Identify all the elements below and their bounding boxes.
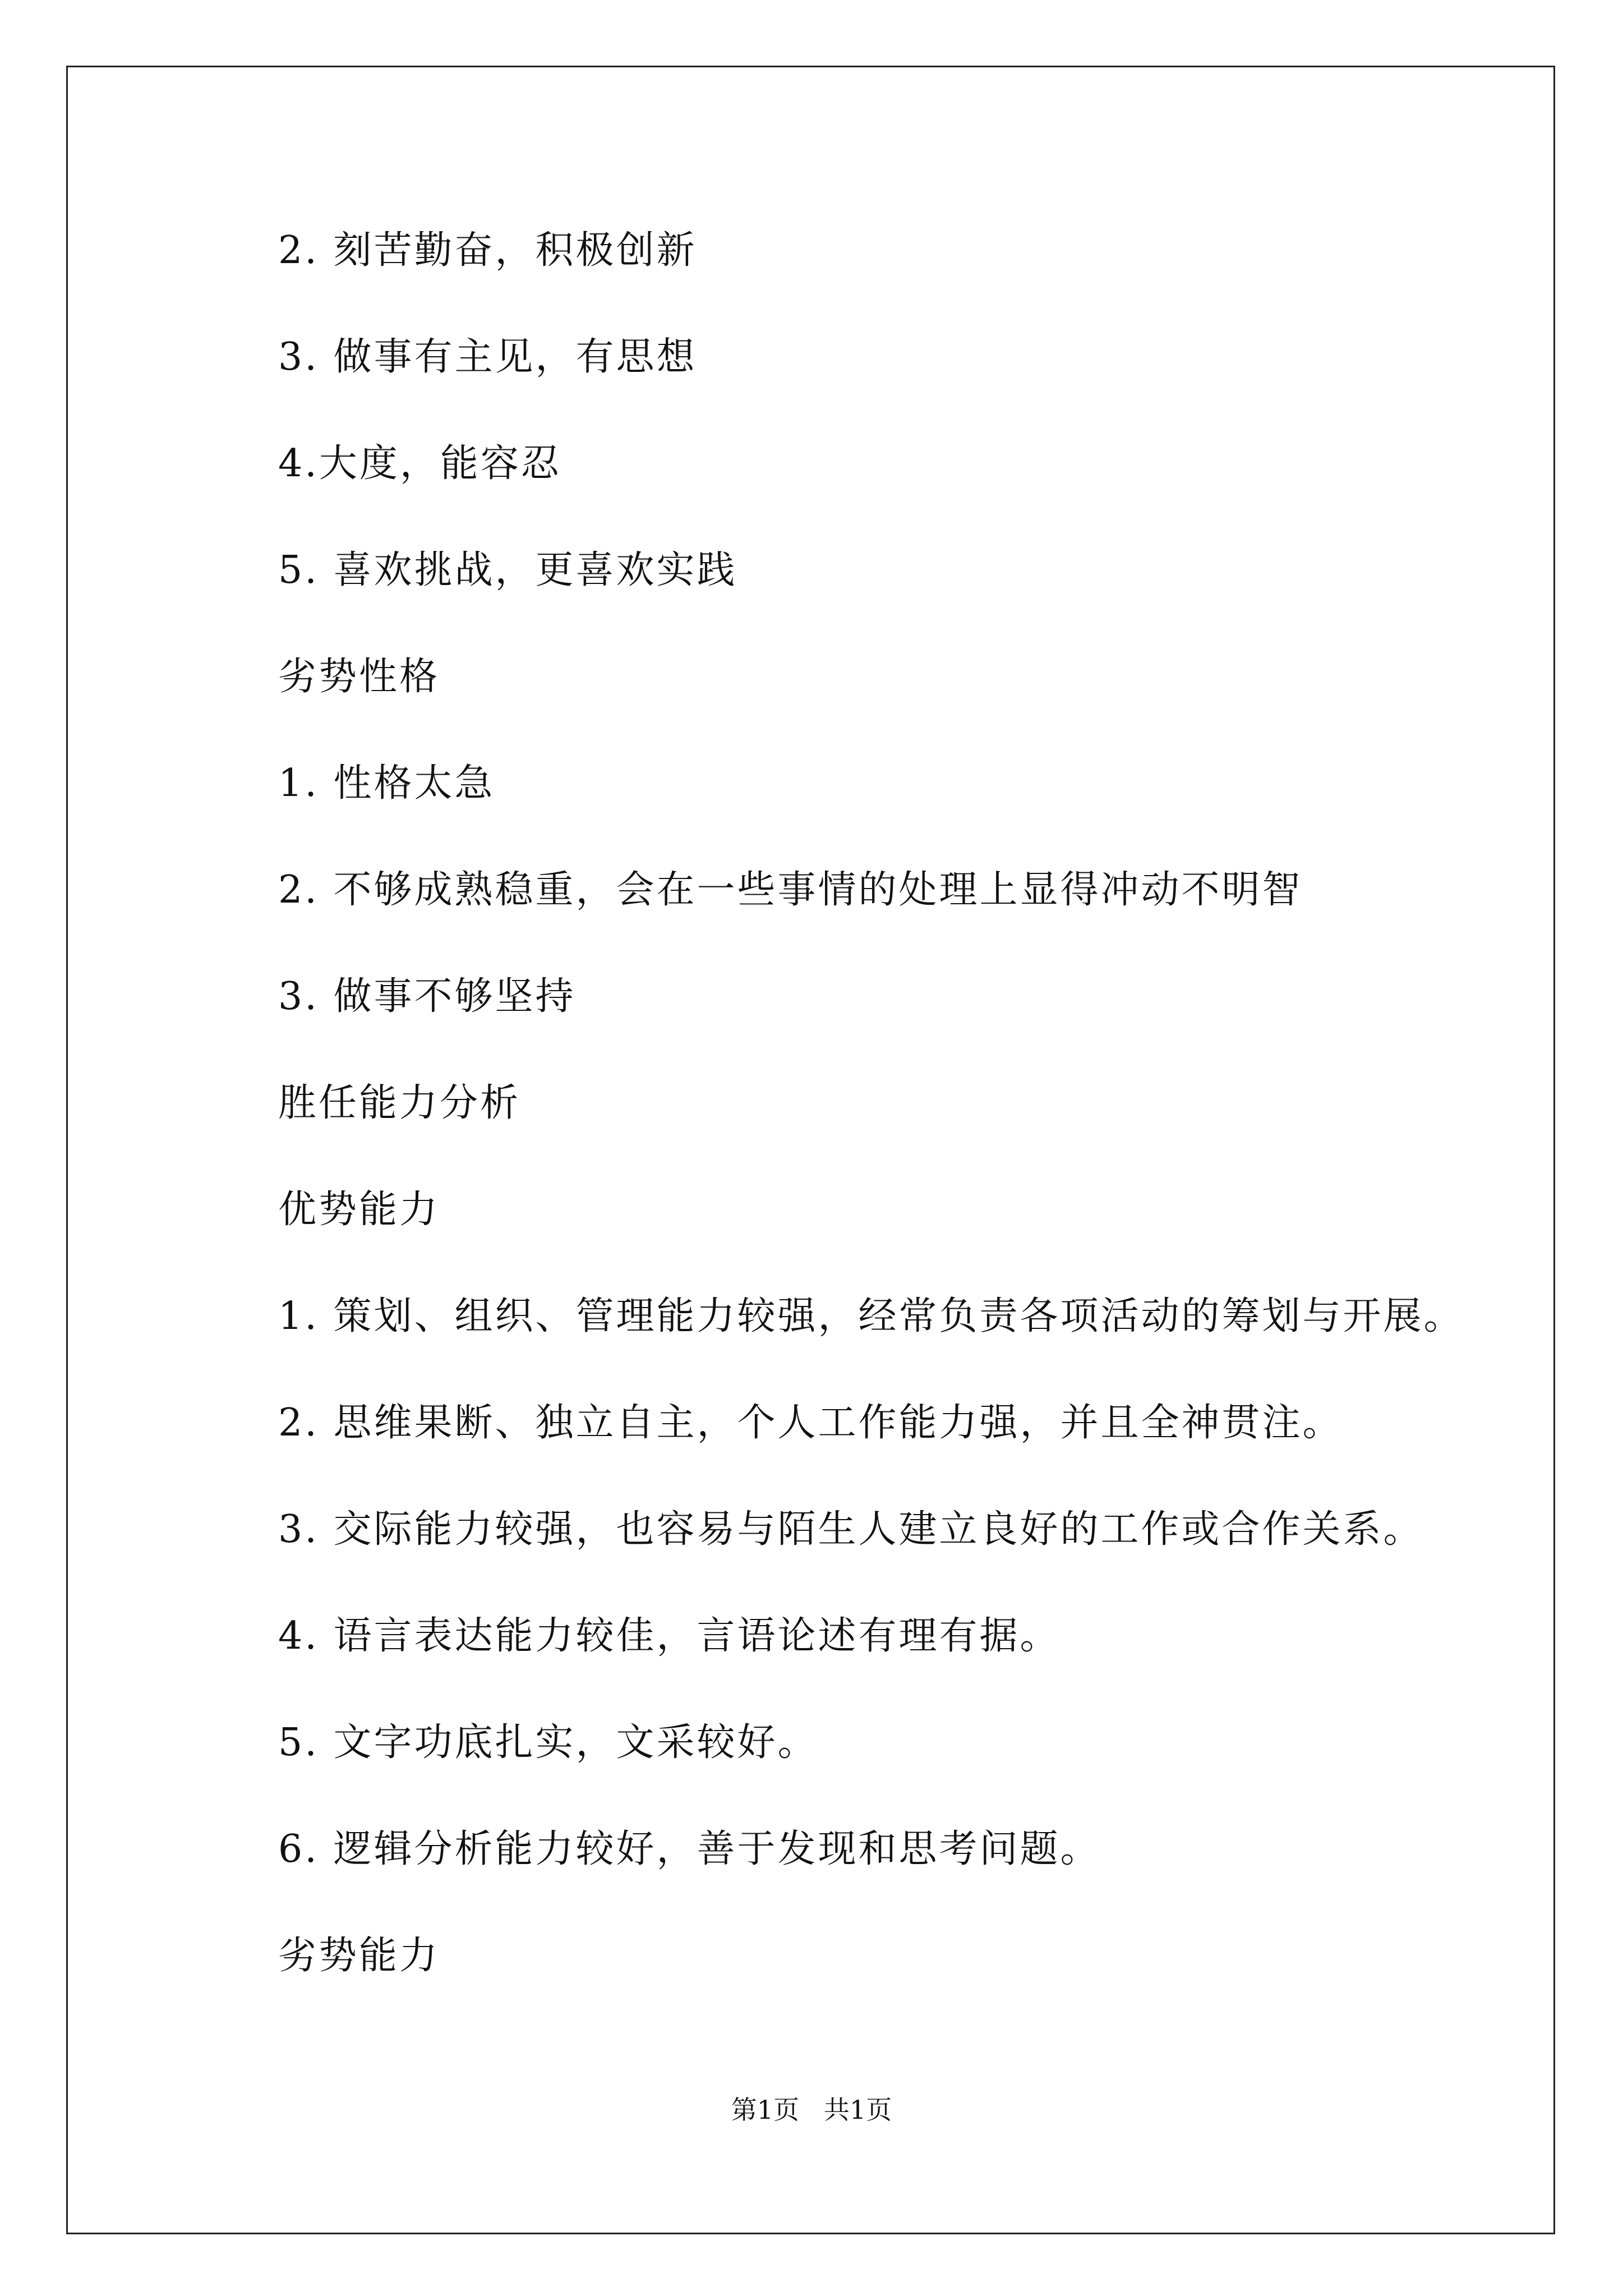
strength-ability-4: 4. 语言表达能力较佳，言语论述有理有据。: [278, 1614, 1061, 1658]
strength-ability-1: 1. 策划、组织、管理能力较强，经常负责各项活动的筹划与开展。: [278, 1294, 1464, 1338]
competency-heading: 胜任能力分析: [278, 1081, 521, 1125]
weak-trait-3: 3. 做事不够坚持: [278, 974, 576, 1019]
strength-ability-2: 2. 思维果断、独立自主，个人工作能力强，并且全神贯注。: [278, 1401, 1343, 1445]
strength-ability-5: 5. 文字功底扎实，文采较好。: [278, 1720, 818, 1765]
strength-ability-6: 6. 逻辑分析能力较好，善于发现和思考问题。: [278, 1827, 1101, 1871]
weak-trait-2: 2. 不够成熟稳重，会在一些事情的处理上显得冲动不明智: [278, 868, 1303, 912]
strength-trait-4: 4.大度，能容忍: [278, 441, 561, 486]
strength-ability-3: 3. 交际能力较强，也容易与陌生人建立良好的工作或合作关系。: [278, 1507, 1424, 1552]
strength-trait-5: 5. 喜欢挑战，更喜欢实践: [278, 548, 737, 592]
weak-traits-heading: 劣势性格: [278, 655, 440, 699]
weaknesses-heading: 劣势能力: [278, 1934, 440, 1978]
strength-trait-3: 3. 做事有主见，有思想: [278, 335, 697, 379]
strength-trait-2: 2. 刻苦勤奋，积极创新: [278, 228, 697, 273]
strengths-heading: 优势能力: [278, 1188, 440, 1232]
weak-trait-1: 1. 性格太急: [278, 761, 495, 806]
page-border: [66, 66, 1555, 2234]
page-number-footer: 第1页 共1页: [731, 2095, 892, 2125]
